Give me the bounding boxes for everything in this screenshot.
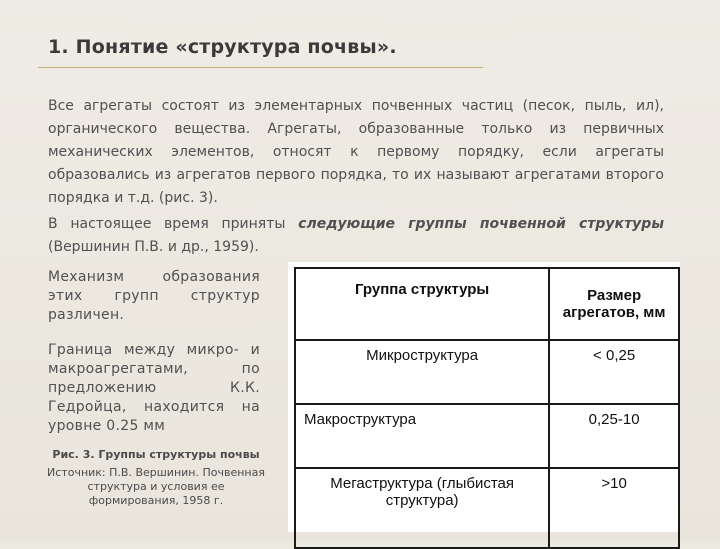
cell-size: >10	[549, 468, 679, 548]
figure-caption	[44, 448, 268, 508]
structure-groups-table	[294, 267, 680, 549]
cell-group: Мегаструктура (глыбистая структура)	[295, 468, 549, 548]
mechanism-note: Механизм образования этих групп структур различен.	[48, 269, 260, 323]
para2-lead: В настоящее время приняты	[48, 216, 299, 232]
intro-paragraph: Все агрегаты состоят из элементарных почвенных частиц (песок, пыль, ил), органического вещества. Агрегаты, образованные только из первичных механических элементов, относят к первому порядку, если агрегаты образовались из агрегатов первого порядка, то их называют агрегатами второго порядка и т.д. (рис. 3).	[48, 98, 664, 206]
header-group: Группа структуры	[295, 268, 549, 340]
structure-table-figure	[288, 262, 680, 532]
title-underline	[38, 67, 483, 68]
table-header-row	[295, 268, 679, 340]
slide-title: 1. Понятие «структура почвы».	[48, 36, 397, 58]
table-row	[295, 340, 679, 404]
table-row	[295, 404, 679, 468]
caption-source: Источник: П.В. Вершинин. Почвенная структура и условия ее формирования, 1958 г.	[47, 466, 265, 507]
structure-groups-paragraph	[48, 213, 664, 259]
header-size: Размер агрегатов, мм	[549, 268, 679, 340]
table-row	[295, 468, 679, 548]
cell-size: 0,25-10	[549, 404, 679, 468]
cell-size: < 0,25	[549, 340, 679, 404]
caption-title: Рис. 3. Группы структуры почвы	[52, 448, 260, 461]
cell-group: Микроструктура	[295, 340, 549, 404]
para2-emphasis: следующие группы почвенной структуры	[298, 216, 664, 232]
boundary-note: Граница между микро- и макроагрегатами, по предложению К.К. Гедройца, находится на уровне 0.25 мм	[48, 342, 260, 434]
cell-group: Макроструктура	[295, 404, 549, 468]
para2-tail: (Вершинин П.В. и др., 1959).	[48, 239, 259, 255]
